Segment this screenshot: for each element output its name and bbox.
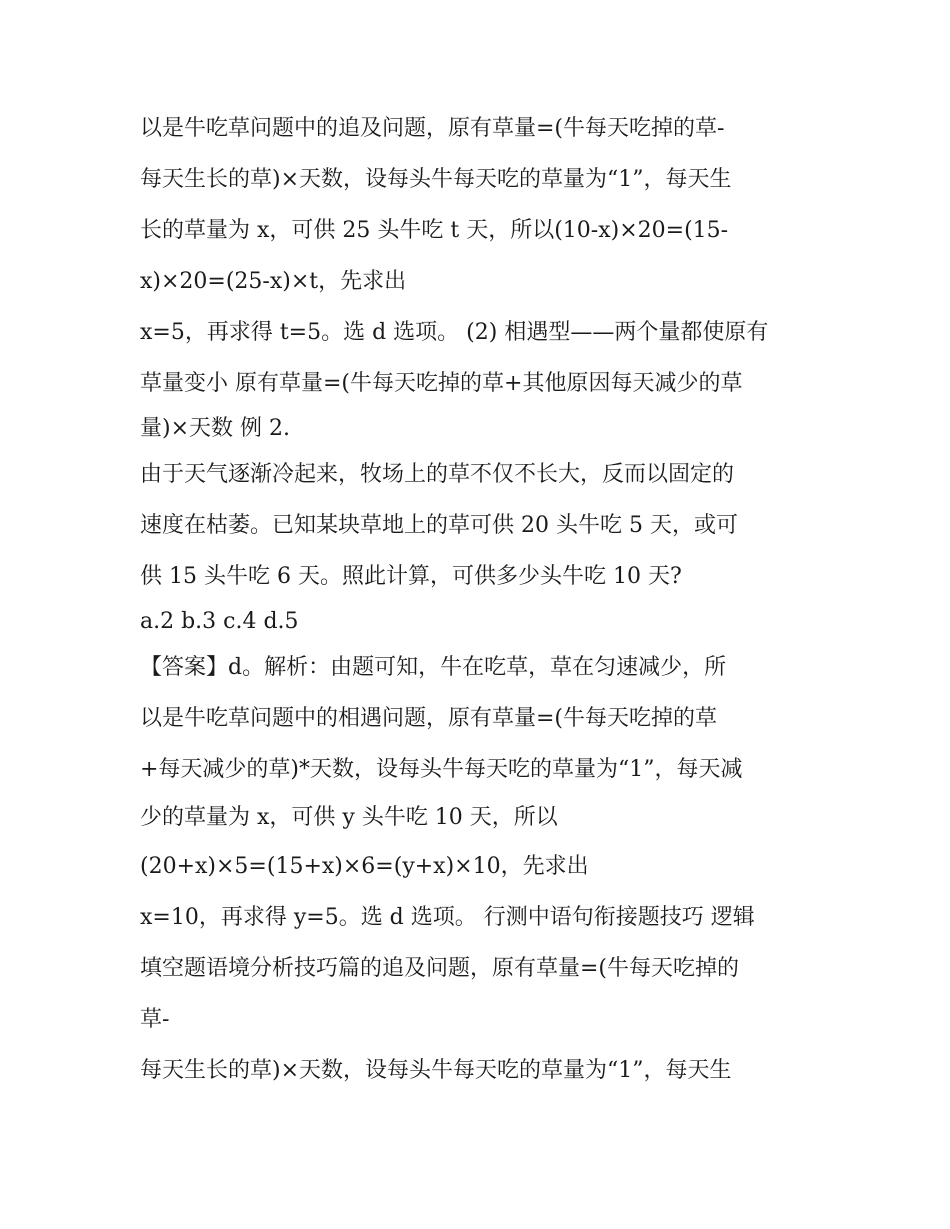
text-line: x=10，再求得 y=5。选 d 选项。 行测中语句衔接题技巧 逻辑	[140, 905, 755, 930]
text-line: 填空题语境分析技巧篇的追及问题，原有草量=(牛每天吃掉的	[140, 956, 740, 981]
text-line: a.2 b.3 c.4 d.5	[140, 609, 299, 634]
text-line: 供 15 头牛吃 6 天。照此计算，可供多少头牛吃 10 天?	[140, 564, 682, 589]
text-line: 【答案】d。解析：由题可知，牛在吃草，草在匀速减少，所	[140, 655, 727, 680]
text-line: 少的草量为 x，可供 y 头牛吃 10 天，所以	[140, 805, 558, 830]
text-line: 以是牛吃草问题中的相遇问题，原有草量=(牛每天吃掉的草	[140, 706, 718, 731]
text-line: 每天生长的草)×天数，设每头牛每天吃的草量为“1”，每天生	[140, 1058, 732, 1083]
text-line: 量)×天数 例 2.	[140, 416, 290, 441]
text-line: 由于天气逐渐冷起来，牧场上的草不仅不长大，反而以固定的	[140, 462, 735, 487]
text-line: 以是牛吃草问题中的追及问题，原有草量=(牛每天吃掉的草-	[140, 116, 725, 141]
text-line: 草量变小 原有草量=(牛每天吃掉的草+其他原因每天减少的草	[140, 371, 743, 396]
text-line: x)×20=(25-x)×t，先求出	[140, 269, 407, 294]
document-page	[140, 103, 830, 1096]
text-line: 长的草量为 x，可供 25 头牛吃 t 天，所以(10-x)×20=(15-	[140, 218, 729, 243]
text-line: (20+x)×5=(15+x)×6=(y+x)×10，先求出	[140, 854, 589, 879]
text-line: 草-	[140, 1007, 170, 1032]
text-line: 速度在枯萎。已知某块草地上的草可供 20 头牛吃 5 天，或可	[140, 513, 738, 538]
text-line: 每天生长的草)×天数，设每头牛每天吃的草量为“1”，每天生	[140, 167, 732, 192]
text-line: x=5，再求得 t=5。选 d 选项。 (2) 相遇型——两个量都使原有	[140, 320, 769, 345]
text-line: +每天减少的草)*天数，设每头牛每天吃的草量为“1”，每天减	[140, 757, 743, 782]
